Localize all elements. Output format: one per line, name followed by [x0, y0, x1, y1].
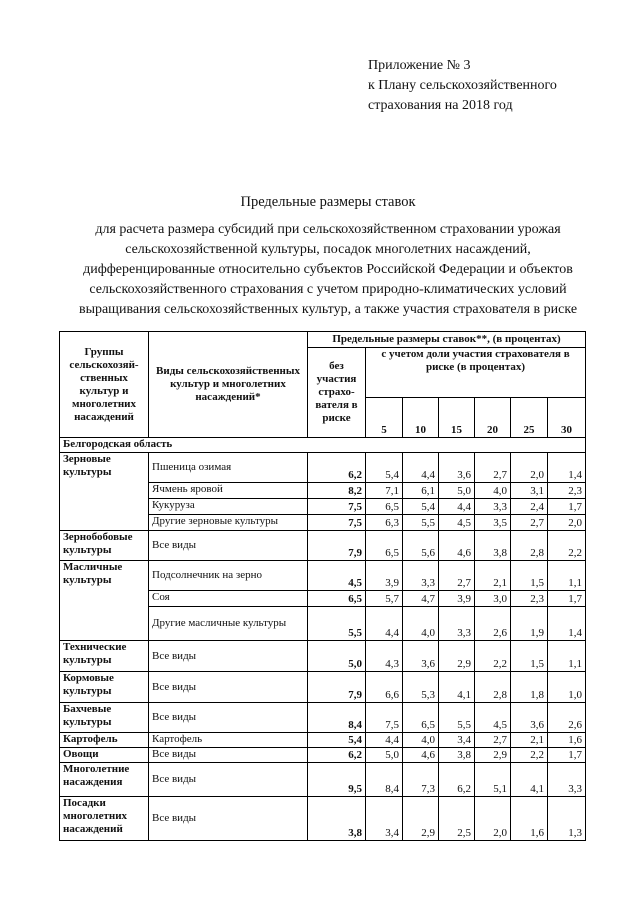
rate-5: 6,6 — [366, 672, 403, 703]
rate-25: 1,6 — [511, 797, 548, 841]
rate-30: 2,0 — [548, 515, 586, 531]
rate-25: 3,1 — [511, 483, 548, 499]
rate-20: 5,1 — [475, 763, 511, 797]
rate-30: 2,2 — [548, 531, 586, 561]
rate-10: 5,5 — [403, 515, 439, 531]
group-cell: Многолетние насаждения — [60, 763, 149, 797]
rate-20: 4,0 — [475, 483, 511, 499]
rate-20: 3,5 — [475, 515, 511, 531]
rate-5: 6,5 — [366, 499, 403, 515]
group-cell: Кормовые культуры — [60, 672, 149, 703]
rate-25: 1,9 — [511, 607, 548, 641]
base-rate: 4,5 — [308, 561, 366, 591]
rate-15: 3,8 — [439, 748, 475, 763]
rate-15: 6,2 — [439, 763, 475, 797]
table-row — [60, 733, 586, 748]
group-cell: Масличные культуры — [60, 561, 149, 641]
base-rate: 5,5 — [308, 607, 366, 641]
rate-10: 4,0 — [403, 607, 439, 641]
rate-15: 4,1 — [439, 672, 475, 703]
rate-10: 5,4 — [403, 499, 439, 515]
base-rate: 8,2 — [308, 483, 366, 499]
rate-15: 2,7 — [439, 561, 475, 591]
group-cell: Овощи — [60, 748, 149, 763]
rate-30: 2,3 — [548, 483, 586, 499]
rate-5: 4,4 — [366, 733, 403, 748]
rate-30: 2,6 — [548, 703, 586, 733]
group-cell: Технические культуры — [60, 641, 149, 672]
base-rate: 5,0 — [308, 641, 366, 672]
kind-cell: Все виды — [149, 797, 308, 841]
rate-30: 1,4 — [548, 607, 586, 641]
kind-cell: Другие зерновые культуры — [149, 515, 308, 531]
rate-30: 1,6 — [548, 733, 586, 748]
header-with-participation: с учетом доли участия страхователя в риске (в процентах) — [366, 348, 586, 398]
base-rate: 6,2 — [308, 748, 366, 763]
rate-10: 5,6 — [403, 531, 439, 561]
group-cell: Зернобобовые культуры — [60, 531, 149, 561]
rates-table — [59, 331, 586, 841]
table-row — [60, 748, 586, 763]
rate-30: 1,1 — [548, 561, 586, 591]
document-title: Предельные размеры ставок — [240, 194, 416, 210]
base-rate: 6,2 — [308, 453, 366, 483]
kind-cell: Все виды — [149, 763, 308, 797]
annex-number: Приложение № 3 — [368, 58, 471, 73]
rate-15: 2,9 — [439, 641, 475, 672]
header-share-15: 15 — [439, 398, 475, 438]
base-rate: 7,9 — [308, 672, 366, 703]
rate-30: 1,0 — [548, 672, 586, 703]
rate-30: 1,7 — [548, 591, 586, 607]
rate-25: 1,5 — [511, 561, 548, 591]
table-row — [60, 763, 586, 797]
rate-15: 3,9 — [439, 591, 475, 607]
header-kind: Виды сельскохозяйственных культур и многолетних насаждений* — [149, 332, 308, 438]
title-block — [58, 192, 598, 320]
rate-5: 7,5 — [366, 703, 403, 733]
rate-25: 1,8 — [511, 672, 548, 703]
rate-25: 2,1 — [511, 733, 548, 748]
header-share-20: 20 — [475, 398, 511, 438]
rate-15: 5,0 — [439, 483, 475, 499]
rate-10: 5,3 — [403, 672, 439, 703]
rate-25: 1,5 — [511, 641, 548, 672]
rate-25: 4,1 — [511, 763, 548, 797]
rate-20: 2,2 — [475, 641, 511, 672]
rate-5: 4,3 — [366, 641, 403, 672]
table-row — [60, 797, 586, 841]
kind-cell: Все виды — [149, 531, 308, 561]
rate-15: 2,5 — [439, 797, 475, 841]
table-row — [60, 561, 586, 591]
kind-cell: Все виды — [149, 641, 308, 672]
rate-25: 2,8 — [511, 531, 548, 561]
base-rate: 7,5 — [308, 499, 366, 515]
rate-25: 2,7 — [511, 515, 548, 531]
rate-10: 6,1 — [403, 483, 439, 499]
kind-cell: Другие масличные культуры — [149, 607, 308, 641]
rate-30: 3,3 — [548, 763, 586, 797]
region-name: Белгородская область — [60, 438, 586, 453]
group-cell: Зерновые культуры — [60, 453, 149, 531]
rate-20: 2,6 — [475, 607, 511, 641]
header-share-10: 10 — [403, 398, 439, 438]
rate-5: 3,4 — [366, 797, 403, 841]
kind-cell: Картофель — [149, 733, 308, 748]
rate-10: 3,3 — [403, 561, 439, 591]
rate-20: 2,7 — [475, 733, 511, 748]
rate-10: 4,7 — [403, 591, 439, 607]
base-rate: 7,5 — [308, 515, 366, 531]
group-cell: Бахчевые культуры — [60, 703, 149, 733]
base-rate: 7,9 — [308, 531, 366, 561]
table-row — [60, 453, 586, 483]
rate-15: 5,5 — [439, 703, 475, 733]
rate-5: 6,5 — [366, 531, 403, 561]
rate-5: 5,4 — [366, 453, 403, 483]
rate-30: 1,1 — [548, 641, 586, 672]
base-rate: 5,4 — [308, 733, 366, 748]
rate-25: 2,0 — [511, 453, 548, 483]
rate-5: 8,4 — [366, 763, 403, 797]
rate-10: 7,3 — [403, 763, 439, 797]
rate-5: 5,0 — [366, 748, 403, 763]
rate-20: 3,3 — [475, 499, 511, 515]
rate-10: 3,6 — [403, 641, 439, 672]
rate-20: 3,0 — [475, 591, 511, 607]
table-row — [60, 641, 586, 672]
rate-15: 4,5 — [439, 515, 475, 531]
kind-cell: Соя — [149, 591, 308, 607]
kind-cell: Подсолнечник на зерно — [149, 561, 308, 591]
rate-10: 6,5 — [403, 703, 439, 733]
header-share-25: 25 — [511, 398, 548, 438]
table-row — [60, 531, 586, 561]
rate-5: 5,7 — [366, 591, 403, 607]
rate-10: 4,6 — [403, 748, 439, 763]
rate-5: 7,1 — [366, 483, 403, 499]
rate-30: 1,7 — [548, 748, 586, 763]
rate-25: 2,4 — [511, 499, 548, 515]
header-without-participation: без участия страхо-вателя в риске — [308, 348, 366, 438]
rate-25: 2,3 — [511, 591, 548, 607]
rate-20: 2,8 — [475, 672, 511, 703]
kind-cell: Все виды — [149, 703, 308, 733]
rate-10: 4,4 — [403, 453, 439, 483]
rate-25: 3,6 — [511, 703, 548, 733]
group-cell: Посадки многолетних насаждений — [60, 797, 149, 841]
rate-15: 4,4 — [439, 499, 475, 515]
kind-cell: Ячмень яровой — [149, 483, 308, 499]
rate-20: 3,8 — [475, 531, 511, 561]
rate-15: 3,4 — [439, 733, 475, 748]
rate-20: 2,9 — [475, 748, 511, 763]
annex-year: страхования на 2018 год — [368, 98, 513, 113]
annex-header — [368, 56, 557, 116]
header-group: Группы сельскохозяй-ственных культур и многолетних насаждений — [60, 332, 149, 438]
document-subtitle: для расчета размера субсидий при сельскохозяйственном страховании урожая сельскохозяйственной культуры, посадок многолетних насаждений, дифференцированные относительно субъектов Российской Федерации и объектов сельскохозяйственного страхования с учетом природно-климатических условий выращивания сельскохозяйственных культур, а также участия страхователя в риске — [78, 222, 578, 317]
rate-30: 1,7 — [548, 499, 586, 515]
rate-20: 4,5 — [475, 703, 511, 733]
rate-15: 3,6 — [439, 453, 475, 483]
rate-20: 2,0 — [475, 797, 511, 841]
kind-cell: Пшеница озимая — [149, 453, 308, 483]
header-share-30: 30 — [548, 398, 586, 438]
annex-plan: к Плану сельскохозяйственного — [368, 78, 557, 93]
base-rate: 6,5 — [308, 591, 366, 607]
rate-20: 2,7 — [475, 453, 511, 483]
rate-10: 4,0 — [403, 733, 439, 748]
group-cell: Картофель — [60, 733, 149, 748]
rate-30: 1,3 — [548, 797, 586, 841]
rate-5: 3,9 — [366, 561, 403, 591]
kind-cell: Кукуруза — [149, 499, 308, 515]
rate-20: 2,1 — [475, 561, 511, 591]
rate-30: 1,4 — [548, 453, 586, 483]
base-rate: 3,8 — [308, 797, 366, 841]
rate-25: 2,2 — [511, 748, 548, 763]
rate-5: 4,4 — [366, 607, 403, 641]
rate-10: 2,9 — [403, 797, 439, 841]
base-rate: 8,4 — [308, 703, 366, 733]
rate-15: 3,3 — [439, 607, 475, 641]
kind-cell: Все виды — [149, 672, 308, 703]
table-row — [60, 703, 586, 733]
kind-cell: Все виды — [149, 748, 308, 763]
base-rate: 9,5 — [308, 763, 366, 797]
header-max-rates: Предельные размеры ставок**, (в процентах) — [308, 332, 586, 348]
table-row — [60, 672, 586, 703]
header-share-5: 5 — [366, 398, 403, 438]
rate-5: 6,3 — [366, 515, 403, 531]
rate-15: 4,6 — [439, 531, 475, 561]
